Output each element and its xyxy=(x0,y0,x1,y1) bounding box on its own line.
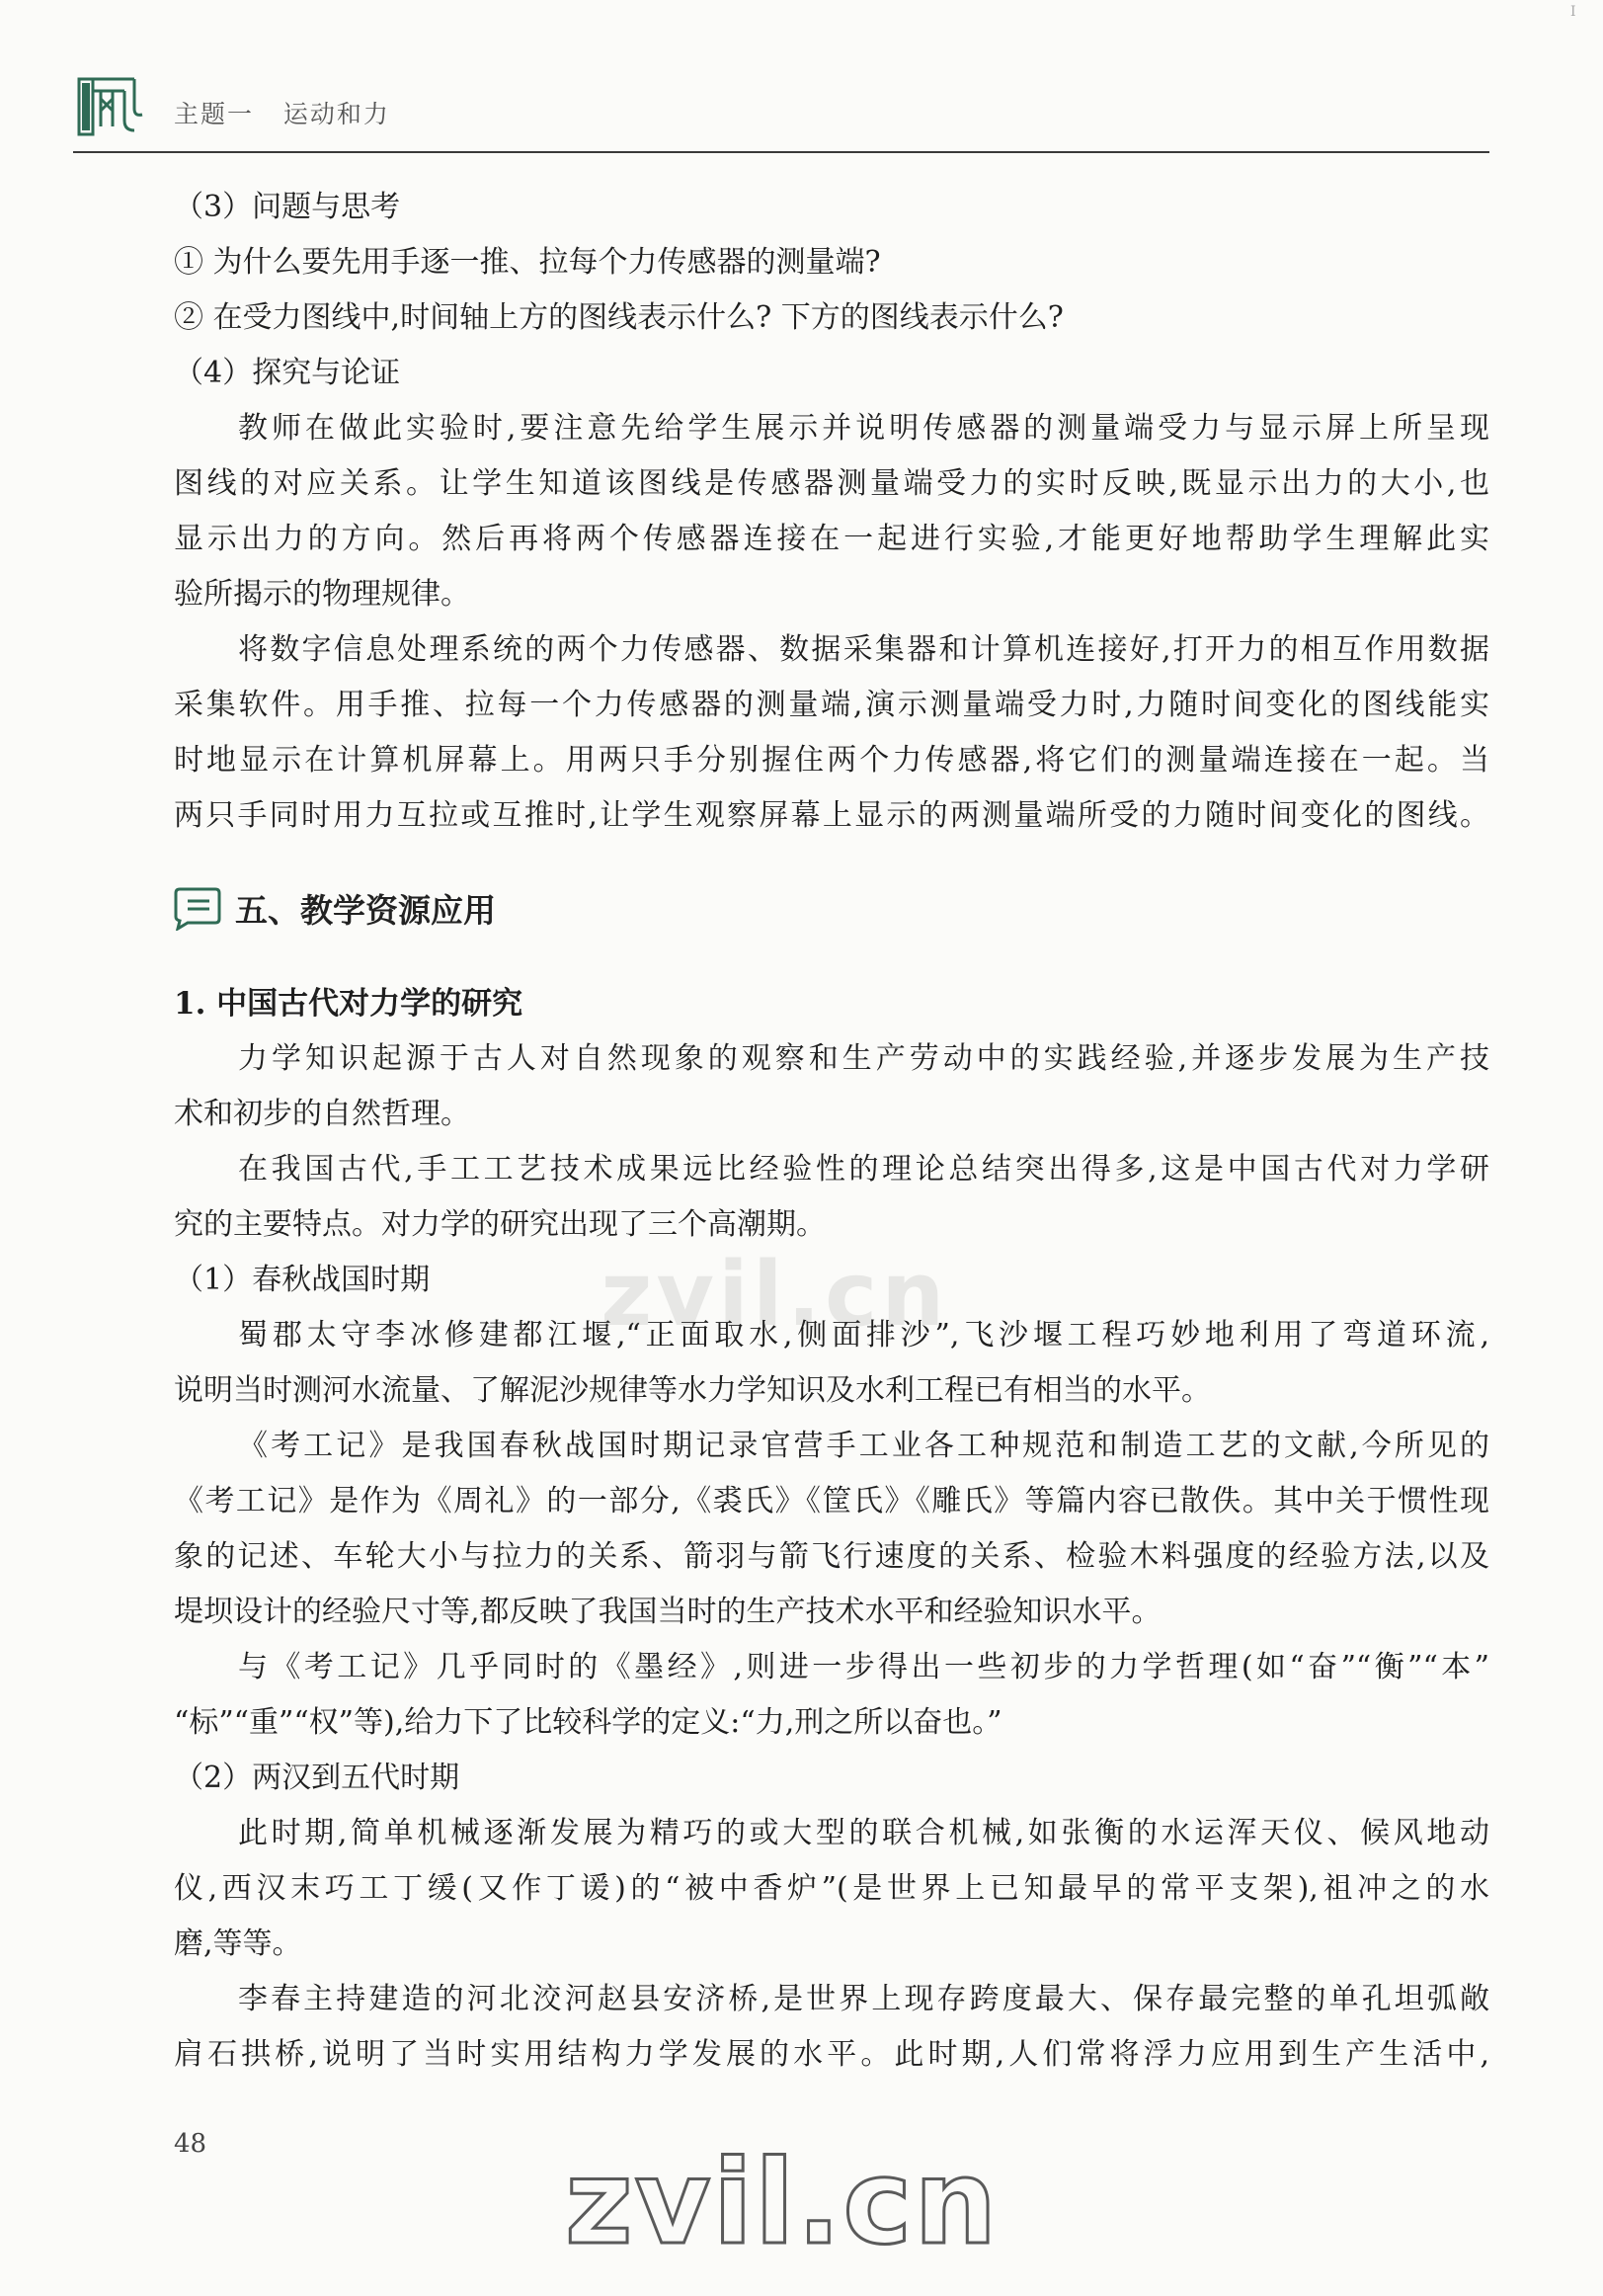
paragraph xyxy=(174,401,1489,622)
paragraph-line: “标”“重”“权”等),给力下了比较科学的定义:“力,刑之所以奋也。” xyxy=(174,1705,1002,1740)
paragraph-line: 力学知识起源于古人对自然现象的观察和生产劳动中的实践经验,并逐步发展为生产技 xyxy=(238,1041,1489,1076)
paragraph-line: 究的主要特点。对力学的研究出现了三个高潮期。 xyxy=(174,1207,826,1242)
question-item: ① 为什么要先用手逐一推、拉每个力传感器的测量端? xyxy=(174,245,881,280)
watermark-bottom: zvil.cn xyxy=(565,2134,1000,2270)
watermark-mid: zvil.cn xyxy=(601,1243,949,1347)
question-item: ② 在受力图线中,时间轴上方的图线表示什么? 下方的图线表示什么? xyxy=(174,300,1064,335)
paragraph-line: 术和初步的自然哲理。 xyxy=(174,1097,470,1131)
section-heading xyxy=(172,873,1489,943)
paragraph-line: 《考工记》是作为《周礼》的一部分,《裘氏》《筐氏》《雕氏》等篇内容已散佚。其中关于惯性现 xyxy=(174,1484,1489,1518)
paragraph-line: 肩石拱桥,说明了当时实用结构力学发展的水平。此时期,人们常将浮力应用到生产生活中, xyxy=(174,2037,1489,2072)
paragraph xyxy=(174,1031,1489,1142)
paragraph-line: 验所揭示的物理规律。 xyxy=(174,577,470,612)
paragraph xyxy=(174,1972,1489,2083)
header-title: 主题一 运动和力 xyxy=(174,100,390,128)
header-divider xyxy=(73,151,1489,153)
page-number: 48 xyxy=(174,2129,207,2159)
paragraph-line: 显示出力的方向。然后再将两个传感器连接在一起进行实验,才能更好地帮助学生理解此实 xyxy=(174,522,1489,556)
section-title: 五、教学资源应用 xyxy=(235,890,496,930)
paragraph-line: 仪,西汉末巧工丁缓(又作丁谖)的“被中香炉”(是世界上已知最早的常平支架),祖冲之的水 xyxy=(174,1871,1489,1906)
paragraph-line: 此时期,简单机械逐渐发展为精巧的或大型的联合机械,如张衡的水运浑天仪、候风地动 xyxy=(238,1816,1489,1850)
paragraph-line: 将数字信息处理系统的两个力传感器、数据采集器和计算机连接好,打开力的相互作用数据 xyxy=(238,632,1489,667)
paragraph xyxy=(174,1640,1489,1751)
paragraph-line: 堤坝设计的经验尺寸等,都反映了我国当时的生产技术水平和经验知识水平。 xyxy=(174,1595,1162,1629)
paragraph-line: 两只手同时用力互拉或互推时,让学生观察屏幕上显示的两测量端所受的力随时间变化的图线。 xyxy=(174,798,1489,833)
paragraph-line: 采集软件。用手推、拉每一个力传感器的测量端,演示测量端受力时,力随时间变化的图线能实 xyxy=(174,688,1489,722)
paragraph-line: 说明当时测河水流量、了解泥沙规律等水力学知识及水利工程已有相当的水平。 xyxy=(174,1373,1211,1408)
paragraph-line: 在我国古代,手工工艺技术成果远比经验性的理论总结突出得多,这是中国古代对力学研 xyxy=(238,1152,1489,1187)
paragraph xyxy=(174,1142,1489,1253)
topic-heading: 1. 中国古代对力学的研究 xyxy=(174,986,523,1022)
paragraph xyxy=(174,1419,1489,1640)
paragraph-line: 图线的对应关系。让学生知道该图线是传感器测量端受力的实时反映,既显示出力的大小,也 xyxy=(174,466,1489,501)
header-logo-icon xyxy=(73,69,152,144)
subsection-heading: （4）探究与论证 xyxy=(174,356,401,390)
paragraph-line: 《考工记》是我国春秋战国时期记录官营手工业各工种规范和制造工艺的文献,今所见的 xyxy=(238,1429,1489,1463)
paragraph-line: 象的记述、车轮大小与拉力的关系、箭羽与箭飞行速度的关系、检验木料强度的经验方法,以及 xyxy=(174,1539,1489,1574)
paragraph-line: 磨,等等。 xyxy=(174,1927,302,1961)
paragraph xyxy=(174,622,1489,844)
paragraph-line: 时地显示在计算机屏幕上。用两只手分别握住两个力传感器,将它们的测量端连接在一起。当 xyxy=(174,743,1489,778)
paragraph-line: 李春主持建造的河北洨河赵县安济桥,是世界上现存跨度最大、保存最完整的单孔坦弧敞 xyxy=(238,1982,1489,2016)
page-content xyxy=(174,180,1489,2083)
note-icon xyxy=(172,885,221,931)
corner-mark: I xyxy=(1570,4,1576,20)
paragraph-line: 与《考工记》几乎同时的《墨经》,则进一步得出一些初步的力学哲理(如“奋”“衡”“本” xyxy=(238,1650,1489,1684)
paragraph-line: 教师在做此实验时,要注意先给学生展示并说明传感器的测量端受力与显示屏上所呈现 xyxy=(238,411,1489,446)
subsection-heading: （1）春秋战国时期 xyxy=(174,1263,431,1297)
paragraph-line: 蜀郡太守李冰修建都江堰,“正面取水,侧面排沙”,飞沙堰工程巧妙地利用了弯道环流, xyxy=(238,1318,1489,1353)
subsection-heading: （3）问题与思考 xyxy=(174,190,401,224)
paragraph xyxy=(174,1806,1489,1972)
subsection-heading: （2）两汉到五代时期 xyxy=(174,1761,460,1795)
